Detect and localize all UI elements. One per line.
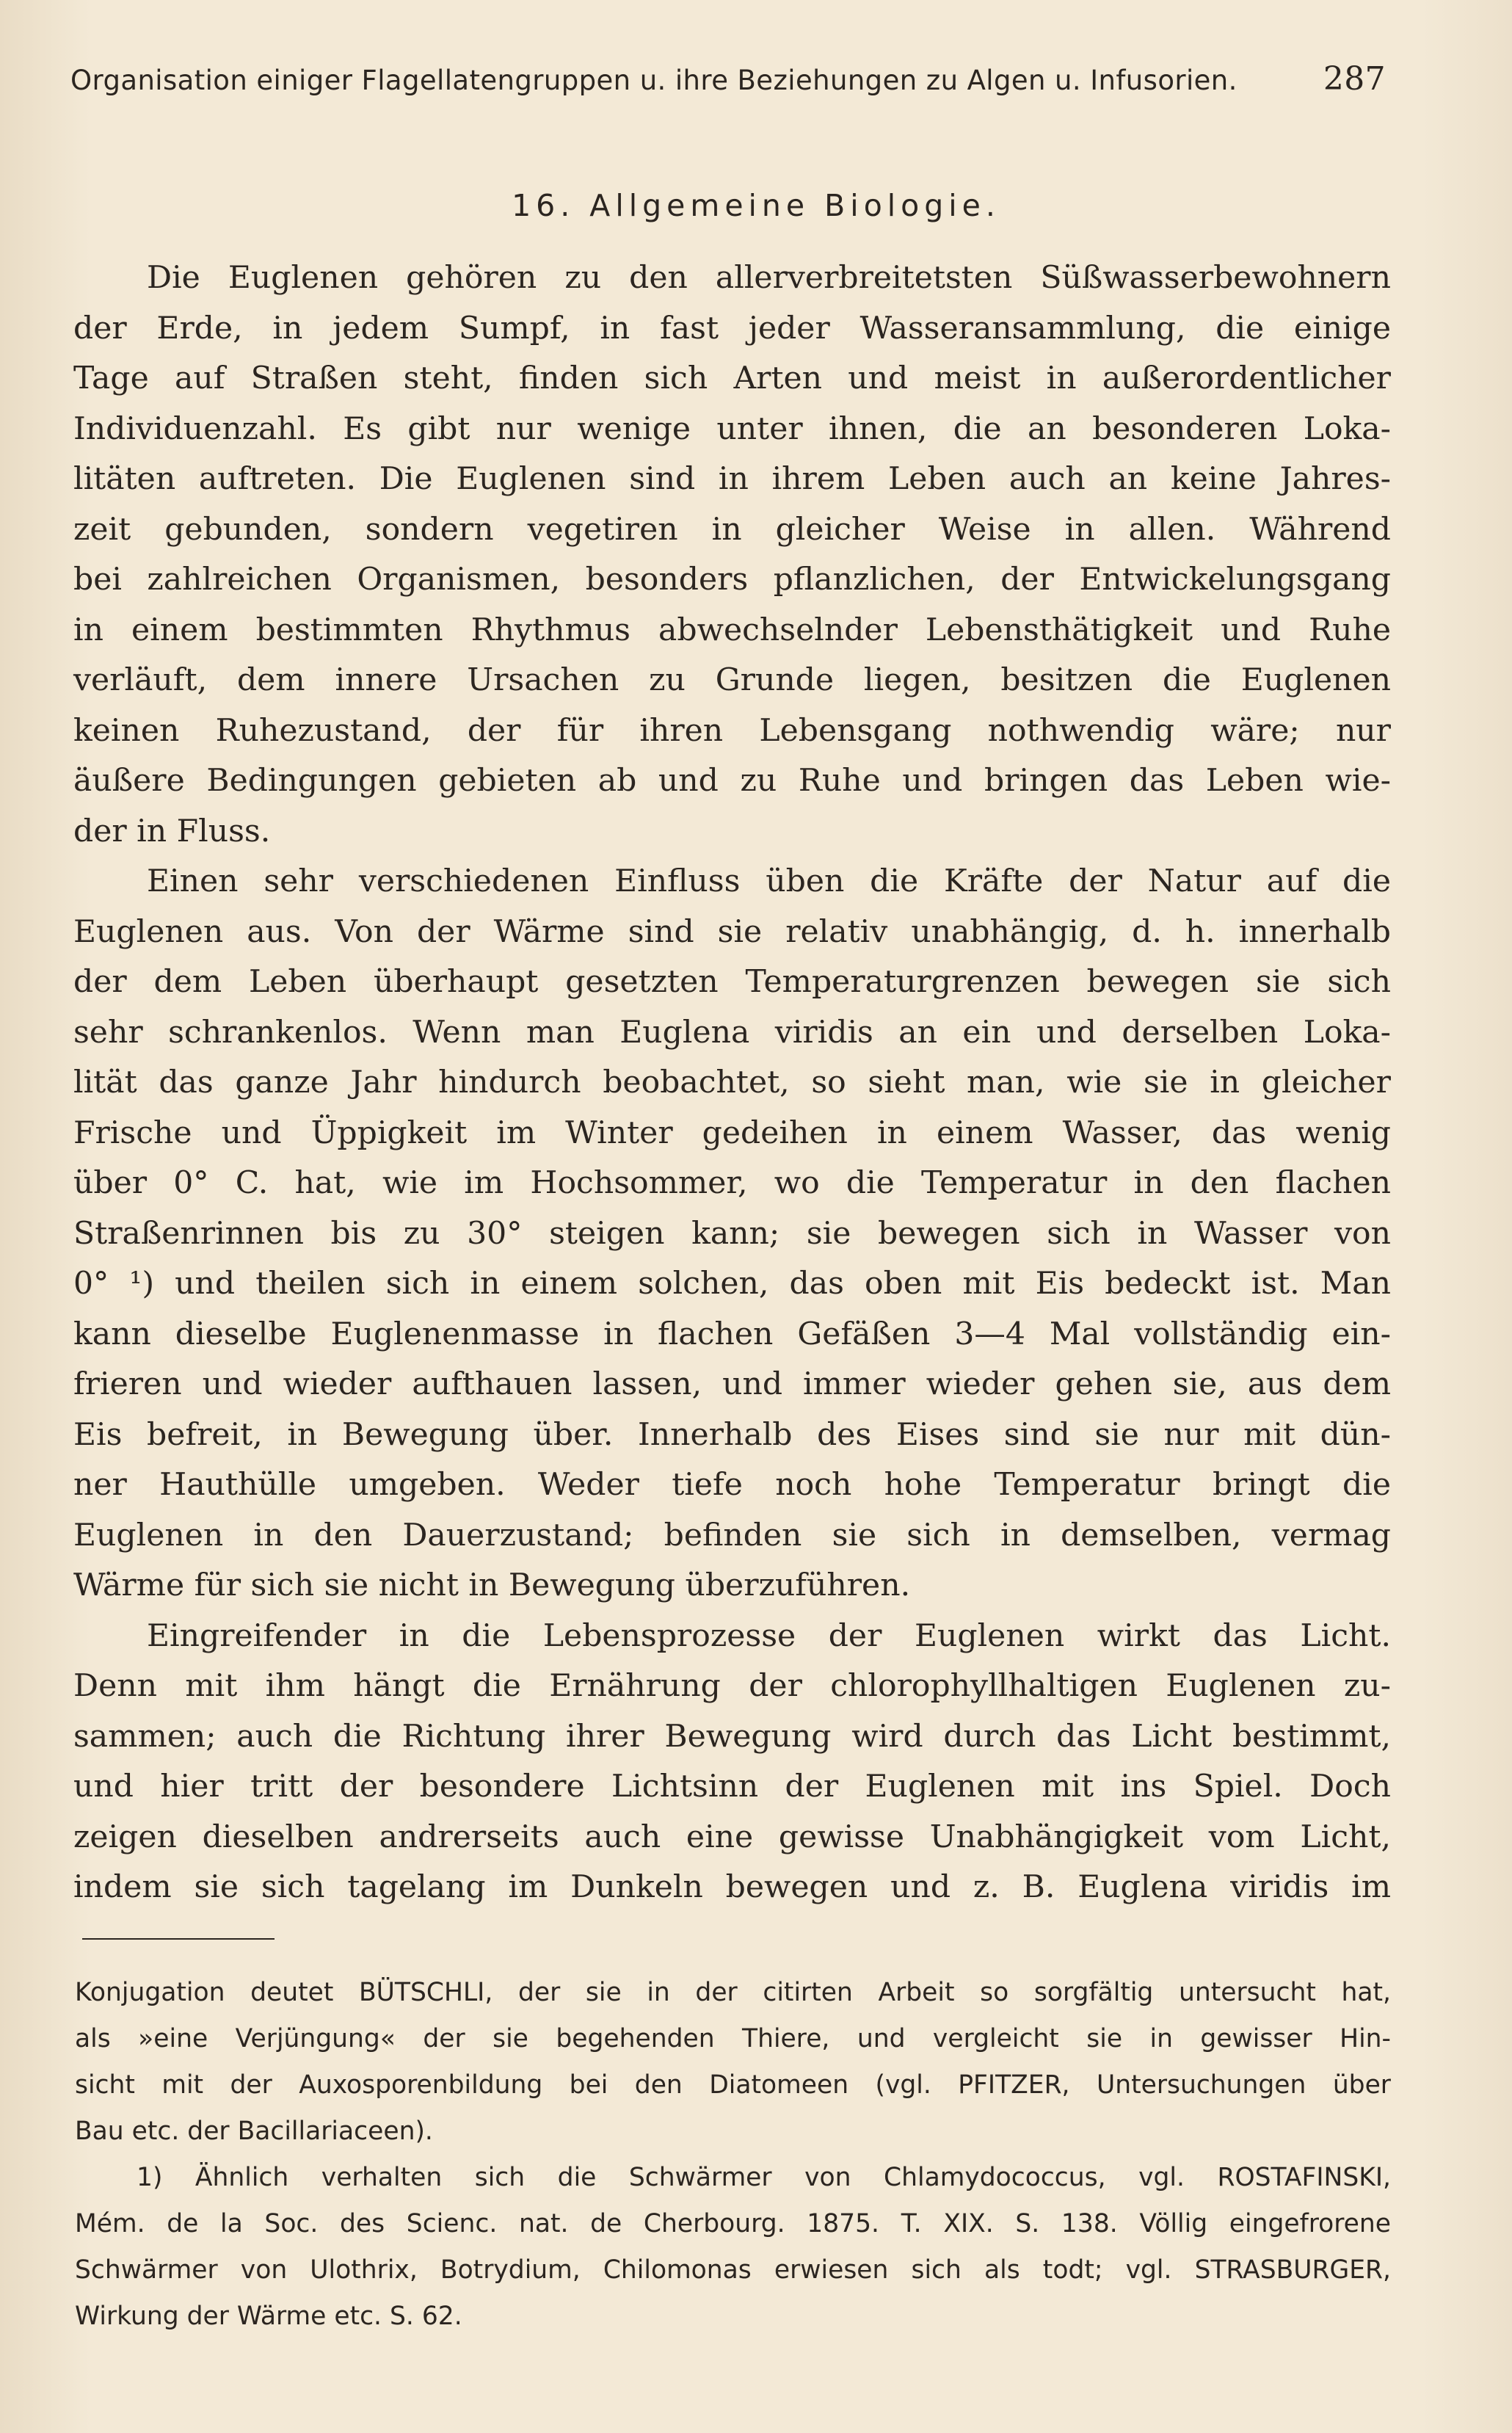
footnote-line: als »eine Verjüngung« der sie begehenden Thiere, und vergleicht sie in gewisser Hin- <box>75 2024 1391 2053</box>
footnote-divider <box>82 1938 275 1940</box>
text-line: Straßenrinnen bis zu 30° steigen kann; sie bewegen sich in Wasser von <box>73 1215 1391 1252</box>
text-line: lität das ganze Jahr hindurch beobachtet, so sieht man, wie sie in gleicher <box>73 1065 1391 1101</box>
text-line: sammen; auch die Richtung ihrer Bewegung wird durch das Licht bestimmt, <box>73 1718 1391 1755</box>
text-line: verläuft, dem innere Ursachen zu Grunde liegen, besitzen die Euglenen <box>73 662 1391 698</box>
footnote-line: Mém. de la Soc. des Scienc. nat. de Cherbourg. 1875. T. XIX. S. 138. Völlig eingefrorene <box>75 2209 1391 2238</box>
text-line: sehr schrankenlos. Wenn man Euglena viridis an ein und derselben Loka- <box>73 1014 1391 1051</box>
text-line: ner Hauthülle umgeben. Weder tiefe noch hohe Temperatur bringt die <box>73 1467 1391 1503</box>
body-text <box>73 253 1391 1913</box>
text-line: zeigen dieselben andrerseits auch eine gewisse Unabhängigkeit vom Licht, <box>73 1819 1391 1855</box>
text-line: zeit gebunden, sondern vegetiren in gleicher Weise in allen. Während <box>73 511 1391 548</box>
footnote-line: Konjugation deutet BÜTSCHLI, der sie in der citirten Arbeit so sorgfältig untersucht hat, <box>75 1978 1391 2007</box>
text-line: Wärme für sich sie nicht in Bewegung überzuführen. <box>73 1567 911 1603</box>
text-line: indem sie sich tagelang im Dunkeln bewegen und z. B. Euglena viridis im <box>73 1869 1391 1905</box>
text-line: der Erde, in jedem Sumpf, in fast jeder Wasseransammlung, die einige <box>73 310 1391 347</box>
page-number: 287 <box>1323 60 1386 98</box>
text-line: Eingreifender in die Lebensprozesse der Euglenen wirkt das Licht. <box>147 1617 1391 1654</box>
text-line: kann dieselbe Euglenenmasse in flachen Gefäßen 3—4 Mal vollständig ein- <box>73 1316 1391 1352</box>
text-line: 0° ¹) und theilen sich in einem solchen, das oben mit Eis bedeckt ist. Man <box>73 1266 1391 1302</box>
footnote-line: Bau etc. der Bacillariaceen). <box>75 2117 433 2146</box>
text-line: Frische und Üppigkeit im Winter gedeihen in einem Wasser, das wenig <box>73 1114 1391 1151</box>
text-line: und hier tritt der besondere Lichtsinn der Euglenen mit ins Spiel. Doch <box>73 1769 1391 1805</box>
running-title: Organisation einiger Flagellatengruppen u. ihre Beziehungen zu Algen u. Infusorien. <box>70 65 1237 96</box>
section-heading: 16. Allgemeine Biologie. <box>512 188 1000 223</box>
text-line: bei zahlreichen Organismen, besonders pflanzlichen, der Entwickelungsgang <box>73 562 1391 598</box>
text-line: Euglenen aus. Von der Wärme sind sie relativ unabhängig, d. h. innerhalb <box>73 913 1391 950</box>
footnote-line: 1) Ähnlich verhalten sich die Schwärmer von Chlamydococcus, vgl. ROSTAFINSKI, <box>137 2163 1391 2192</box>
text-line: Die Euglenen gehören zu den allerverbreitetsten Süßwasserbewohnern <box>147 260 1391 296</box>
text-line: der dem Leben überhaupt gesetzten Temperaturgrenzen bewegen sie sich <box>73 964 1391 1000</box>
text-line: Einen sehr verschiedenen Einfluss üben die Kräfte der Natur auf die <box>147 863 1391 899</box>
running-header <box>70 60 1386 104</box>
text-line: litäten auftreten. Die Euglenen sind in ihrem Leben auch an keine Jahres- <box>73 461 1391 497</box>
footnotes <box>75 1970 1391 2340</box>
text-line: Individuenzahl. Es gibt nur wenige unter ihnen, die an besonderen Loka- <box>73 410 1391 447</box>
footnote-line: sicht mit der Auxosporenbildung bei den Diatomeen (vgl. PFITZER, Untersuchungen über <box>75 2070 1391 2100</box>
text-line: der in Fluss. <box>73 813 271 849</box>
text-line: Euglenen in den Dauerzustand; befinden sie sich in demselben, vermag <box>73 1517 1391 1553</box>
text-line: Tage auf Straßen steht, finden sich Arten und meist in außerordentlicher <box>73 360 1391 396</box>
text-line: über 0° C. hat, wie im Hochsommer, wo die Temperatur in den flachen <box>73 1165 1391 1201</box>
text-line: äußere Bedingungen gebieten ab und zu Ruhe und bringen das Leben wie- <box>73 763 1391 799</box>
text-line: Denn mit ihm hängt die Ernährung der chlorophyllhaltigen Euglenen zu- <box>73 1668 1391 1704</box>
text-line: in einem bestimmten Rhythmus abwechselnder Lebensthätigkeit und Ruhe <box>73 612 1391 648</box>
text-line: Eis befreit, in Bewegung über. Innerhalb des Eises sind sie nur mit dün- <box>73 1416 1391 1453</box>
text-line: keinen Ruhezustand, der für ihren Lebensgang nothwendig wäre; nur <box>73 712 1391 749</box>
text-line: frieren und wieder aufthauen lassen, und immer wieder gehen sie, aus dem <box>73 1366 1391 1402</box>
footnote-line: Schwärmer von Ulothrix, Botrydium, Chilomonas erwiesen sich als todt; vgl. STRASBURGER, <box>75 2255 1391 2285</box>
footnote-line: Wirkung der Wärme etc. S. 62. <box>75 2302 462 2331</box>
